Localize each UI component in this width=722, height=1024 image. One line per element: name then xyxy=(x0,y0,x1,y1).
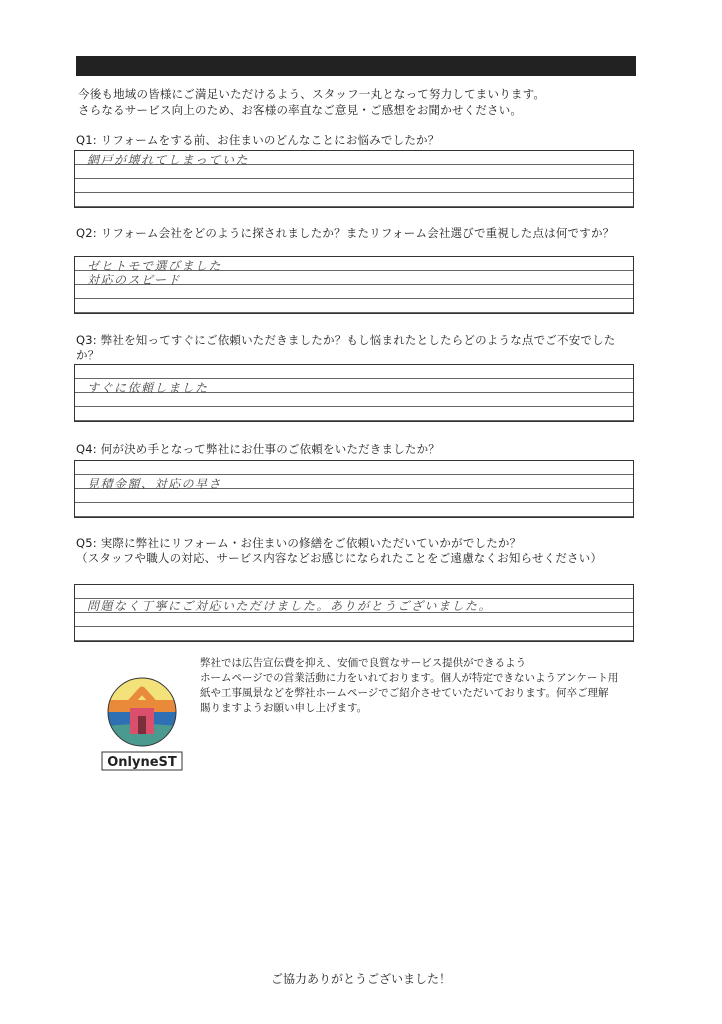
intro-line-2: さらなるサービス向上のため、お客様の率直なご意見・ご感想をお聞かせください。 xyxy=(78,103,523,117)
header-bar xyxy=(76,56,636,76)
question-3-label: Q3: 弊社を知ってすぐにご依頼いただきましたか？もし悩まれたとしたらどのような点でご不安でしたか？ xyxy=(76,333,616,362)
company-logo xyxy=(94,672,190,776)
question-5-label xyxy=(76,536,636,566)
house-sunset-logo-icon xyxy=(94,672,190,776)
notice-line-4: 賜りますようお願い申し上げます。 xyxy=(200,702,368,714)
answer-box-1[interactable] xyxy=(74,150,634,208)
answer-box-4[interactable] xyxy=(74,460,634,518)
question-2-label: Q2: リフォーム会社をどのように探されましたか？またリフォーム会社選びで重視した点は何ですか？ xyxy=(76,226,615,240)
question-4-label: Q4: 何が決め手となって弊社にお仕事のご依頼をいただきましたか？ xyxy=(76,442,440,456)
notice-line-1: 弊社では広告宣伝費を抑え、安価で良質なサービス提供ができるよう xyxy=(200,657,527,669)
intro-text xyxy=(78,86,638,118)
intro-line-1: 今後も地域の皆様にご満足いただけるよう、スタッフ一丸となって努力してまいります。 xyxy=(78,87,546,101)
answer-3-line-1: すぐに依頼しました xyxy=(87,381,209,395)
question-5-main: Q5: 実際に弊社にリフォーム・お住まいの修繕をご依頼いただいていかがでしたか？ xyxy=(76,536,522,550)
question-5-sub: （スタッフや職人の対応、サービス内容などお感じになられたことをご遠慮なくお知らせください） xyxy=(76,551,603,565)
answer-5-line-1: 問題なく丁寧にご対応いただけました。ありがとうございました。 xyxy=(87,599,493,613)
answer-1-line-1: 網戸が壊れてしまっていた xyxy=(87,153,250,167)
answer-2-line-1: ゼヒトモで選びました xyxy=(87,259,223,273)
answer-2-line-2: 対応のスピード xyxy=(87,273,182,287)
notice-line-2: ホームページでの営業活動に力をいれております。個人が特定できないようアンケート用 xyxy=(200,672,619,684)
notice-line-3: 紙や工事風景などを弊社ホームページでご紹介させていただいております。何卒ご理解 xyxy=(200,687,609,699)
answer-4-line-1: 見積金額、対応の早さ xyxy=(87,477,223,491)
logo-text: OnlyneST xyxy=(107,755,177,770)
answer-box-2[interactable] xyxy=(74,256,634,314)
answer-box-5[interactable] xyxy=(74,584,634,642)
thank-you-footer: ご協力ありがとうございました！ xyxy=(270,972,451,986)
notice-text xyxy=(200,656,640,716)
question-1-label: Q1: リフォームをする前、お住まいのどんなことにお悩みでしたか？ xyxy=(76,133,440,147)
answer-box-3[interactable] xyxy=(74,364,634,422)
